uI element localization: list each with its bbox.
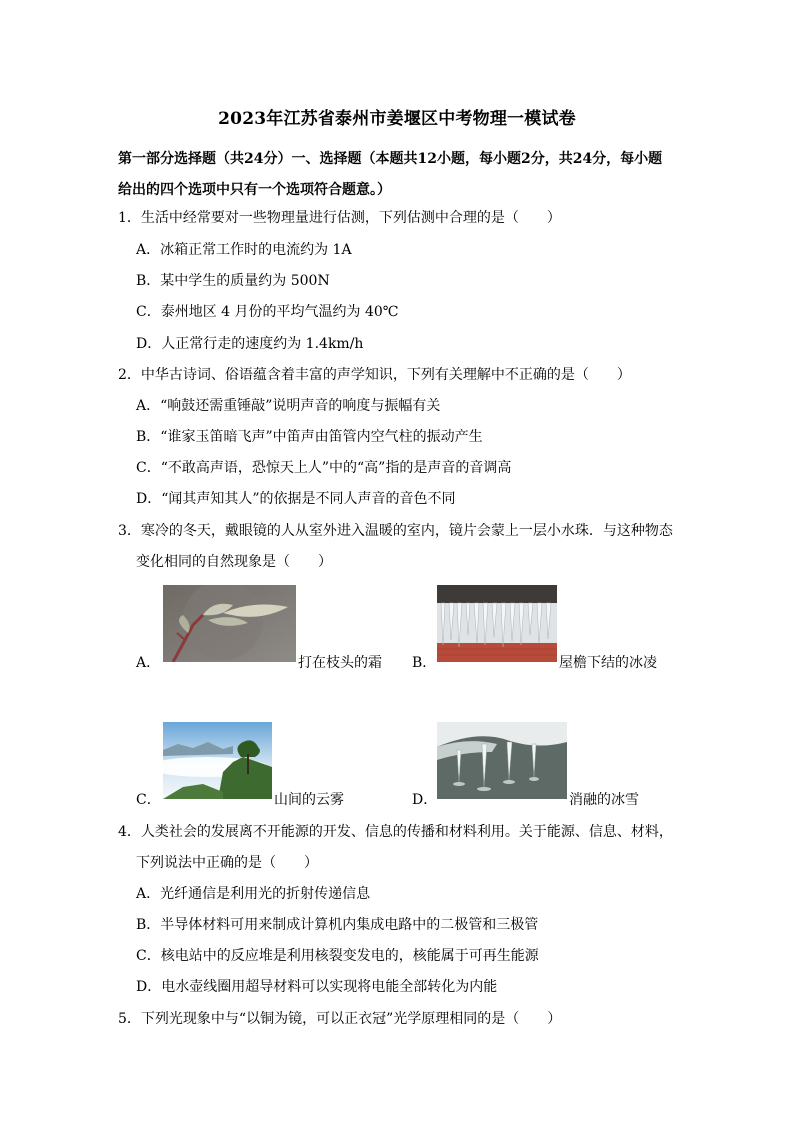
question-3-stem-line1: 3．寒冷的冬天，戴眼镜的人从室外进入温暖的室内，镜片会蒙上一层小水珠．与这种物态 [118,523,673,539]
question-4-option-a: A．光纤通信是利用光的折射传递信息 [136,886,371,902]
question-5-stem: 5．下列光现象中与“以铜为镜，可以正衣冠”光学原理相同的是（ ） [118,1011,562,1027]
frost-branch-photo [163,585,296,662]
question-2-option-c: C．“不敢高声语，恐惊天上人”中的“高”指的是声音的音调高 [136,460,512,476]
question-3-option-a-letter: A． [136,655,161,671]
question-3-option-a-caption: 打在枝头的霜 [298,655,382,671]
question-3-option-b-caption: 屋檐下结的冰凌 [559,655,657,671]
section-intro-line1: 第一部分选择题（共24分）一、选择题（本题共12小题，每小题2分，共24分，每小题 [118,151,663,167]
question-1-option-d: D．人正常行走的速度约为 1.4km/h [136,336,364,352]
question-2-option-a: A．“响鼓还需重锤敲”说明声音的响度与振幅有关 [136,398,441,414]
question-3-stem-line2: 变化相同的自然现象是（ ） [136,554,332,570]
mountain-mist-photo [163,722,272,799]
question-4-stem-line1: 4．人类社会的发展离不开能源的开发、信息的传播和材料利用。关于能源、信息、材料， [118,824,673,840]
question-3-option-c-letter: C． [136,792,161,808]
question-2-option-d: D．“闻其声知其人”的依据是不同人声音的音色不同 [136,491,456,507]
question-2-option-b: B．“谁家玉笛暗飞声”中笛声由笛管内空气柱的振动产生 [136,429,483,445]
question-3-option-d-letter: D． [412,792,438,808]
question-1-option-c: C．泰州地区 4 月份的平均气温约为 40℃ [136,304,399,320]
question-2-stem: 2．中华古诗词、俗语蕴含着丰富的声学知识，下列有关理解中不正确的是（ ） [118,367,631,383]
melting-ice-photo [437,722,567,799]
question-4-stem-line2: 下列说法中正确的是（ ） [136,855,318,871]
question-3-option-b-letter: B． [412,655,437,671]
question-4-option-b: B．半导体材料可用来制成计算机内集成电路中的二极管和三极管 [136,917,539,933]
question-1-option-b: B．某中学生的质量约为 500N [136,273,330,289]
question-3-option-d-caption: 消融的冰雪 [569,792,639,808]
section-intro-line2: 给出的四个选项中只有一个选项符合题意。） [118,182,391,198]
question-4-option-c: C．核电站中的反应堆是利用核裂变发电的，核能属于可再生能源 [136,948,539,964]
question-3-option-c-caption: 山间的云雾 [274,792,344,808]
question-4-option-d: D．电水壶线圈用超导材料可以实现将电能全部转化为内能 [136,979,498,995]
question-1-stem: 1．生活中经常要对一些物理量进行估测，下列估测中合理的是（ ） [118,210,561,226]
icicles-photo [437,585,557,662]
page-title: 2023年江苏省泰州市姜堰区中考物理一模试卷 [218,109,576,129]
question-1-option-a: A．冰箱正常工作时的电流约为 1A [136,242,352,258]
